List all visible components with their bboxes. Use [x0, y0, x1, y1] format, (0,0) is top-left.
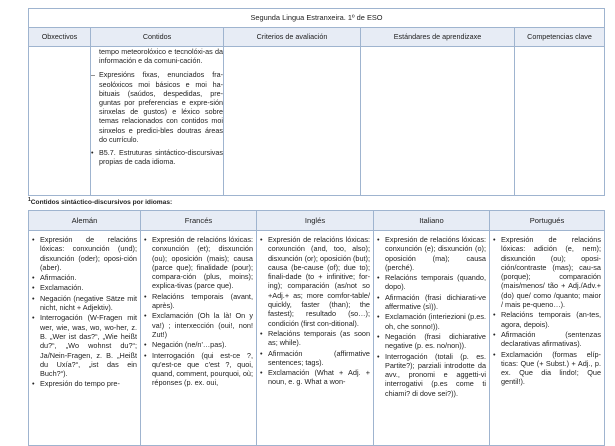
curriculum-table [28, 8, 605, 196]
frances-list [144, 235, 253, 388]
list-item: • Exclamación (formas elíp-ticas: Que (+ Subst.) + Adj., p. ex. Que dia lindo!; Que gentil!). [493, 349, 601, 387]
cell-criterios [224, 47, 361, 196]
list-item: • Expresión de relacións lóxicas: conxunción (und); disxunción (oder); oposi-ción (aber). [32, 235, 137, 272]
contidos-dash-item [91, 70, 223, 144]
header-competencias: Competencias clave [515, 28, 605, 47]
cell-aleman [29, 231, 141, 446]
cell-frances [141, 231, 257, 446]
cell-portugues [490, 231, 605, 446]
cell-contidos [91, 47, 224, 196]
list-item: • Relacións temporais (an-tes, agora, depois). [493, 310, 601, 329]
list-item: • Relacións temporais (quando, dopo). [377, 273, 486, 292]
list-item: • Exclamación (interiezioni (p.es. oh, che sonno!)). [377, 312, 486, 331]
header-frances: Francés [141, 211, 257, 231]
aleman-list [32, 235, 137, 389]
cell-estandares [361, 47, 515, 196]
dash-marker: – [91, 70, 95, 80]
list-item: • Negación (negative Sätze mit nicht, nicht + Adjektiv). [32, 293, 137, 313]
cell-ingles [257, 231, 374, 446]
list-item: • Relacións temporais (avant, après). [144, 291, 253, 311]
list-item: • Exclamación (What + Adj. + noun, e. g. What a won- [260, 368, 370, 387]
list-item: • Negación (frasi dichiarative negative (p. es. no/non)). [377, 331, 486, 351]
table-title: Segunda Lingua Estranxeira. 1º de ESO [29, 9, 605, 28]
header-estandares: Estándares de aprendizaxe [361, 28, 515, 47]
bullet-marker: • [91, 148, 94, 158]
contidos-bullet-text: B5.7. Estruturas sintáctico-discursivas propias de cada idioma. [99, 148, 223, 167]
contidos-dash-text: Expresións fixas, enunciados fra-seolóxicos moi básicos e moi ha-bituais (saúdos, despedidas, pre-guntas por preferencias e expre-sión sinxelas de gustos) e léxico sobre temas relacionados con contidos moi sinxelos e predici-bles doutras áreas do currículo. [99, 70, 223, 144]
list-item: • Expresión de relacións lóxicas: adición (e, nem); disxunción (ou); oposi-ción/contraste (mas); cau-sa (porque); comparación (mais/menos/ tão + Adj./Adv.+ (do) que/ como /quanto; maior / mais pe-queno…). [493, 235, 601, 310]
cell-obxectivos [29, 47, 91, 196]
contidos-lead-text: tempo meteorolóxico e tecnolóxi-as da información e da comuni-cación. [99, 47, 223, 66]
list-item: • Afirmación (frasi dichiarati-ve affermative (sì)). [377, 292, 486, 312]
list-item: • Afirmación. [32, 273, 77, 283]
list-item: • Expresión de relacións lóxicas: conxunción (and, too, also); disxunción (or); oposición (but); causa (be-cause (of); due to); finali-dade (to + infinitive; for-ing); comparación (as/not so +Adj.+ as; more comfor-table/ quickly, faster (than); the fastest); resultado (so…); condición (first con-ditional). [260, 235, 370, 328]
list-item: • Expresión de relacións lóxicas: conxunción (e); disxunción (o); oposición (ma); causa (perché). [377, 235, 486, 272]
list-item: • Exclamación. [32, 283, 84, 293]
languages-table [28, 210, 605, 446]
header-obxectivos: Obxectivos [29, 28, 91, 47]
header-italiano: Italiano [374, 211, 490, 231]
list-item: • Interrogación (W-Fragen mit wer, wie, was, wo, wo-her, z. B. „Wer ist das?“, „Wie heißt du?“, „Wo wohnst du?“; Ja/Nein-Fragen, z. B. „Heißt du Uxía?“, „ist das ein Buch?“). [32, 313, 137, 379]
header-portugues: Portugués [490, 211, 605, 231]
list-item: • Afirmación (affirmative sentences; tags). [260, 348, 370, 367]
list-item: • Afirmación (sentenzas declarativas afirmativas). [493, 329, 601, 349]
ingles-list [260, 235, 370, 387]
footnote [28, 197, 172, 206]
header-ingles: Inglés [257, 211, 374, 231]
cell-italiano [374, 231, 490, 446]
footnote-mark: 1 [28, 197, 31, 203]
list-item: • Expresión de relacións lóxicas: conxunción (et); disxunción (ou); oposición (mais); causa (parce que); finalidade (pour); compara-ción (plus, moins); explica-tivas (parce que). [144, 235, 253, 291]
footnote-text: Contidos sintáctico-discursivos por idiomas: [30, 199, 173, 207]
list-item: • Exclamación (Oh la là! On y va!) ; interxección (oui!, non! Zut!) [144, 311, 253, 339]
header-aleman: Alemán [29, 211, 141, 231]
list-item: • Relacións temporais (as soon as; while). [260, 328, 370, 348]
italiano-list [377, 235, 486, 398]
list-item: • Negación (ne/n'…pas). [144, 340, 227, 350]
list-item: • Interrogación (qui est-ce ?, qu'est-ce que c'est ?, quoi, quand, comment, pourquoi, où; réponses (p. ex. oui, [144, 350, 254, 388]
list-item: • Expresión do tempo pre- [32, 379, 120, 389]
header-contidos: Contidos [91, 28, 224, 47]
portugues-list [493, 235, 601, 387]
list-item: • Interrogación (totali (p. es. Partite?); parziali introdotte da avv., pronomi e aggetti-vi interrogativi (p.es come ti chiami? di dove sei?)). [377, 351, 486, 398]
cell-competencias [515, 47, 605, 196]
header-criterios: Criterios de avaliación [224, 28, 361, 47]
contidos-bullet-item [91, 148, 223, 166]
